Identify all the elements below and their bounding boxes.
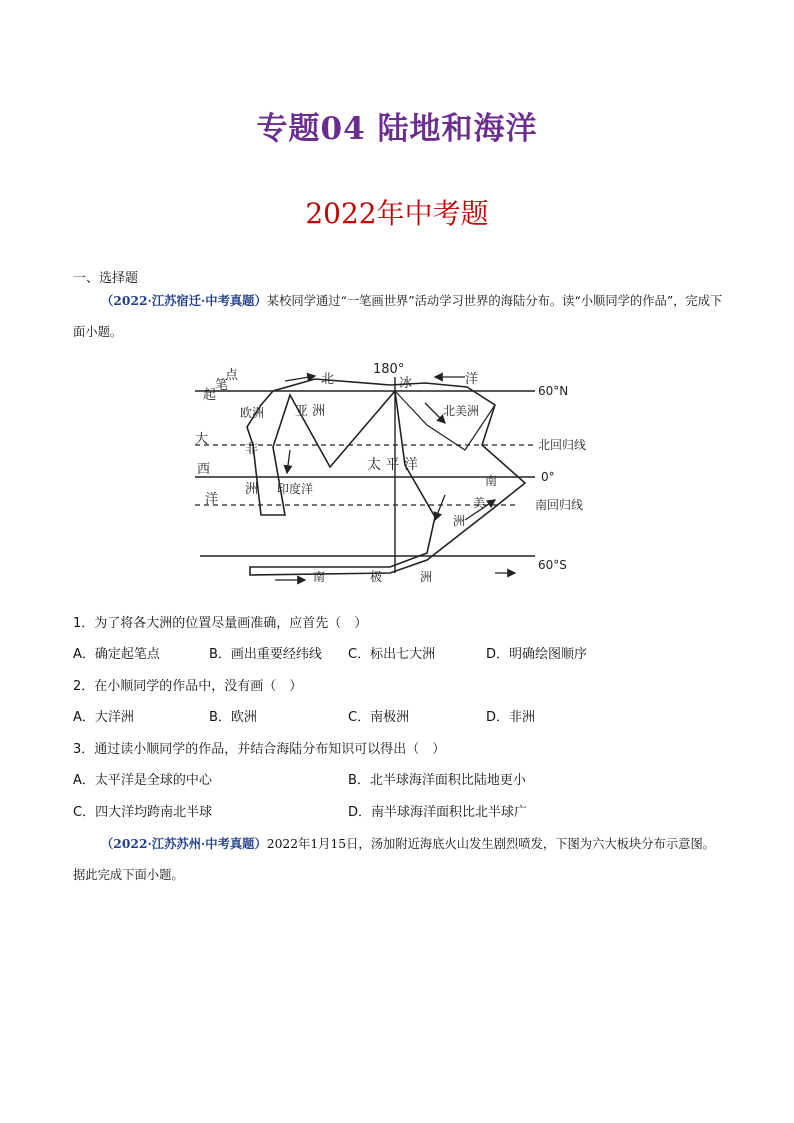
page-title: 专题04 陆地和海洋 [256, 111, 538, 147]
passage-1-source: （2022·江苏宿迁·中考真题） [101, 293, 267, 308]
label-tropic-cancer: 北回归线 [538, 438, 587, 452]
question-2-stem: 2．在小顺同学的作品中，没有画（ ） [73, 679, 303, 694]
label-pacific: 太 平 洋 [367, 457, 418, 473]
question-2-option-c[interactable]: C．南极洲 [348, 710, 410, 725]
label-atlantic-1: 大 [195, 432, 209, 447]
label-africa-1: 非 [245, 442, 259, 457]
arrow-4 [287, 450, 290, 473]
question-1-option-c[interactable]: C．标出七大洲 [348, 647, 436, 662]
label-south-america-1: 南 [485, 474, 498, 488]
arrow-5 [435, 495, 445, 520]
label-start-1: 起 [203, 388, 217, 403]
question-3-option-a[interactable]: A．太平洋是全球的中心 [73, 773, 212, 788]
label-atlantic-3: 洋 [205, 492, 219, 507]
passage-2-source: （2022·江苏苏州·中考真题） [101, 836, 267, 851]
arrow-3 [425, 403, 445, 423]
question-1-stem: 1．为了将各大洲的位置尽量画准确，应首先（ ） [73, 616, 368, 631]
label-180: 180° [373, 362, 405, 377]
label-arctic-1: 北 [321, 372, 335, 387]
label-start-2: 笔 [215, 378, 229, 393]
label-60n: 60°N [538, 384, 569, 398]
label-antarctica-1: 南 [313, 570, 326, 584]
label-tropic-capricorn: 南回归线 [535, 498, 584, 512]
passage-2 [73, 828, 723, 891]
label-africa-2: 洲 [245, 482, 259, 497]
label-60s: 60°S [538, 558, 567, 572]
question-2-option-a[interactable]: A．大洋洲 [73, 710, 134, 725]
label-atlantic-2: 西 [197, 462, 211, 477]
question-2-option-b[interactable]: B．欧洲 [209, 710, 257, 725]
question-1-option-d[interactable]: D．明确绘图顺序 [486, 647, 588, 662]
label-arctic-3: 洋 [465, 372, 479, 387]
label-south-america-3: 洲 [453, 514, 466, 528]
question-3-stem: 3．通过读小顺同学的作品，并结合海陆分布知识可以得出（ ） [73, 742, 446, 757]
label-indian: 印度洋 [277, 482, 314, 496]
section-heading: 一、选择题 [73, 271, 139, 286]
label-asia: 亚 洲 [295, 404, 326, 419]
label-antarctica-2: 极 [370, 570, 383, 584]
question-1-option-b[interactable]: B．画出重要经纬线 [209, 647, 322, 662]
question-2-option-d[interactable]: D．非洲 [486, 710, 536, 725]
question-3-option-c[interactable]: C．四大洋均跨南北半球 [73, 805, 213, 820]
passage-2-text: 2022年1月15日，汤加附近海底火山发生剧烈喷发，下图为六大板块分布示意图。据此完成下面小题。 [73, 837, 716, 882]
label-north-america: 北美洲 [443, 404, 480, 418]
question-3-option-d[interactable]: D．南半球海洋面积比北半球广 [348, 805, 528, 820]
label-arctic-2: 冰 [399, 376, 413, 391]
label-south-america-2: 美 [473, 496, 486, 510]
question-1-option-a[interactable]: A．确定起笔点 [73, 647, 160, 662]
label-equator: 0° [541, 470, 555, 484]
passage-1 [73, 285, 723, 348]
label-antarctica-3: 洲 [420, 570, 433, 584]
one-stroke-world-map [195, 355, 605, 590]
label-start-3: 点 [225, 368, 239, 383]
passage-1-text: 某校同学通过“一笔画世界”活动学习世界的海陆分布。读“小顺同学的作品”，完成下面小题。 [73, 294, 723, 339]
label-europe: 欧洲 [240, 406, 265, 420]
north-america-outline [395, 391, 495, 450]
question-3-option-b[interactable]: B．北半球海洋面积比陆地更小 [348, 773, 526, 788]
page-subtitle: 2022年中考题 [305, 197, 489, 230]
